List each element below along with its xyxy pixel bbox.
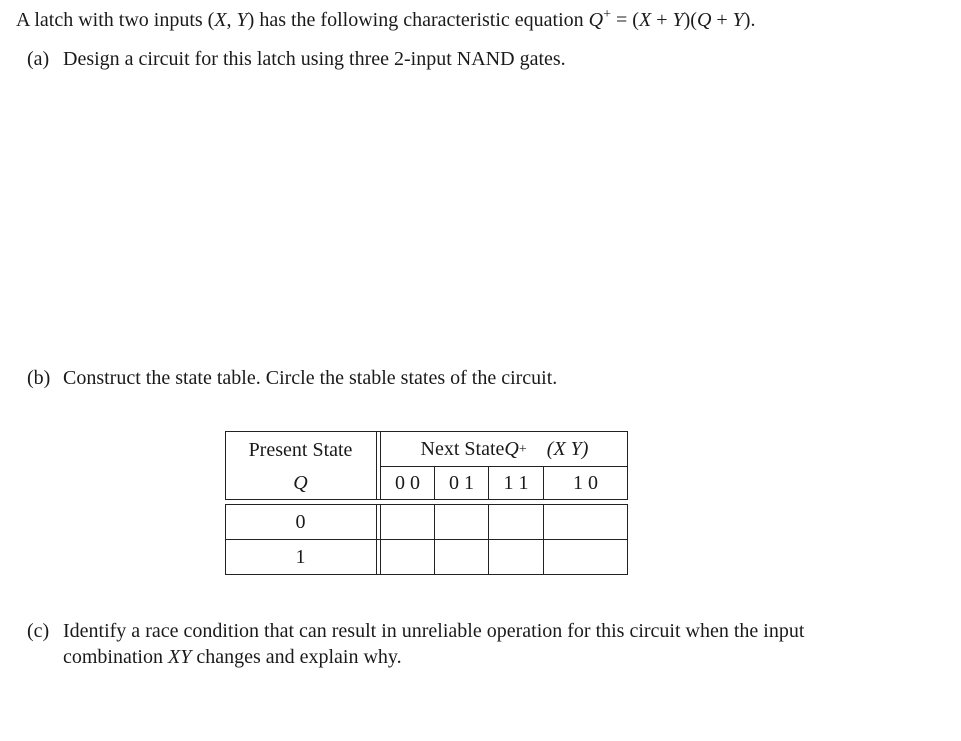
part-c-label: (c) [27, 620, 50, 642]
next-state-q: Q [504, 438, 519, 460]
eq-x: X [638, 9, 652, 31]
part-a [27, 46, 566, 72]
part-b-label: (b) [27, 367, 51, 389]
col-header-00 [381, 467, 434, 499]
part-a-label: (a) [27, 48, 50, 70]
col-divider-3-body [543, 504, 544, 575]
row-q0-text: 0 [295, 510, 306, 533]
col-divider-1-body [434, 504, 435, 575]
col-header-01 [435, 467, 488, 499]
col-header-10-text: 1 0 [573, 471, 598, 494]
part-a-text: Design a circuit for this latch using three 2-input NAND gates. [63, 48, 566, 70]
col-header-11-text: 1 1 [503, 471, 529, 494]
next-state-header [381, 433, 628, 466]
col-header-10 [544, 467, 627, 499]
intro-mid-text: ) has the following characteristic equation [247, 9, 589, 31]
next-state-xy: (X Y) [546, 438, 589, 460]
eq-y: Y [672, 9, 684, 31]
var-x: X [214, 9, 227, 31]
present-state-header [225, 433, 376, 467]
present-double-line-c [376, 504, 377, 575]
eq-equals: = ( [611, 9, 639, 31]
part-c-line2 [27, 644, 927, 670]
intro-comma: , [226, 9, 237, 31]
eq-plus-sup: + [603, 7, 612, 22]
col-header-01-text: 0 1 [449, 471, 474, 494]
table-right-border-body [627, 504, 628, 575]
row-q0 [225, 505, 376, 539]
eq-plus-1: + [651, 9, 673, 31]
intro-text: A latch with two inputs ( [16, 9, 215, 31]
part-b [27, 365, 557, 391]
col-header-00-text: 0 0 [395, 471, 420, 494]
part-c-text2-post: changes and explain why. [191, 646, 402, 668]
row-q1-text: 1 [295, 545, 306, 568]
col-header-11 [489, 467, 543, 499]
col-divider-2-body [488, 504, 489, 575]
part-c-text-line1: Identify a race condition that can result in unreliable operation for this circuit when the input [63, 620, 805, 642]
table-bottom-border [225, 574, 628, 575]
eq-paren: )( [683, 9, 697, 31]
eq-end: ). [743, 9, 756, 31]
present-double-line-d [380, 504, 381, 575]
next-state-header-text: Next State [420, 438, 505, 460]
eq-plus-2: + [711, 9, 733, 31]
part-c [27, 618, 927, 670]
present-state-header-text: Present State [248, 438, 353, 461]
present-state-q [225, 467, 376, 499]
next-state-plus: + [518, 441, 527, 457]
table-header-bottom-border [225, 499, 628, 500]
table-top-border [225, 431, 628, 432]
eq-q2: Q [696, 9, 712, 31]
part-b-text: Construct the state table. Circle the stable states of the circuit. [63, 367, 558, 389]
present-state-q-text: Q [293, 471, 308, 494]
eq-q: Q [588, 9, 604, 31]
part-c-text2-pre: combination [63, 646, 168, 668]
part-c-xy: XY [167, 646, 192, 668]
eq-y2: Y [732, 9, 744, 31]
state-table [225, 431, 628, 575]
problem-intro [16, 2, 755, 33]
row-q1 [225, 540, 376, 574]
present-double-line-a [376, 431, 377, 500]
var-y: Y [236, 9, 248, 31]
